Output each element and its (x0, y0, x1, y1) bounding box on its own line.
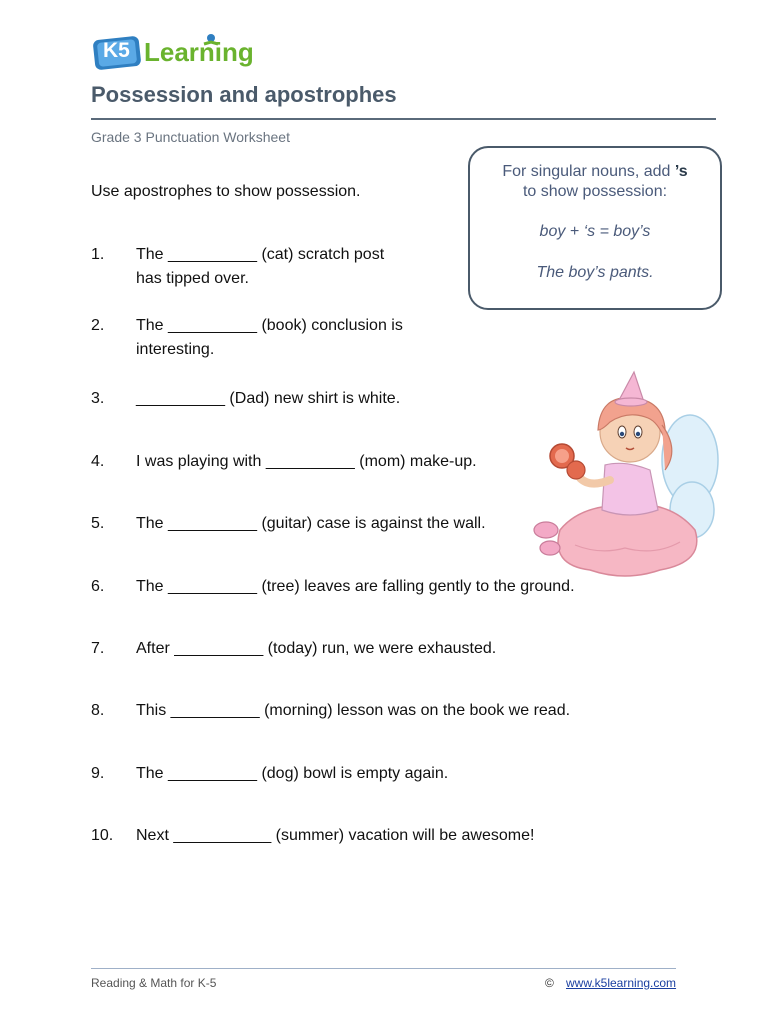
tip-rule-text (470, 162, 720, 202)
question-text: I was playing with __________ (mom) make-up. (136, 453, 477, 470)
tip-example: boy + ‘s = boy’s (539, 223, 651, 240)
fairy-illustration (530, 370, 720, 580)
question-line: has tipped over. (136, 270, 249, 287)
question-text: The __________ (dog) bowl is empty again. (136, 765, 449, 782)
tip-line1: For singular nouns, add (502, 163, 675, 180)
question-number: 4. (91, 453, 105, 470)
question-line: The __________ (cat) scratch post (136, 246, 385, 263)
logo-learning-text: Learning (144, 37, 254, 67)
question-number: 7. (91, 640, 105, 657)
question-number: 9. (91, 765, 105, 782)
question-text: Next ___________ (summer) vacation will be awesome! (136, 827, 535, 844)
copyright-symbol: © (545, 976, 554, 990)
question-number: 1. (91, 246, 105, 263)
question-number: 6. (91, 578, 105, 595)
logo-k5-text: K5 (103, 39, 130, 62)
question-number: 3. (91, 390, 105, 407)
footer-divider (91, 968, 676, 969)
title-divider (91, 118, 716, 120)
question-line: interesting. (136, 341, 215, 358)
worksheet-subtitle: Grade 3 Punctuation Worksheet (91, 129, 290, 145)
question-text: The __________ (tree) leaves are falling gently to the ground. (136, 578, 575, 595)
tip-line2: to show possession: (522, 183, 668, 200)
question-text (136, 243, 384, 291)
fairy-drawing (530, 370, 720, 580)
question-line: The __________ (book) conclusion is (136, 317, 403, 334)
question-number: 2. (91, 317, 105, 334)
question-text (136, 314, 403, 362)
tip-apostrophe-s: ’s (674, 163, 688, 180)
k5-learning-logo (92, 30, 262, 74)
question-number: 10. (91, 827, 114, 844)
question-number: 8. (91, 702, 105, 719)
question-text: This __________ (morning) lesson was on the book we read. (136, 702, 571, 719)
website-link[interactable]: www.k5learning.com (566, 976, 677, 990)
tip-example-sentence: The boy’s pants. (536, 264, 654, 281)
footer-tagline: Reading & Math for K-5 (91, 976, 217, 990)
page-title: Possession and apostrophes (91, 82, 397, 107)
question-number: 5. (91, 515, 105, 532)
instruction-text: Use apostrophes to show possession. (91, 183, 361, 200)
question-text: After __________ (today) run, we were exhausted. (136, 640, 497, 657)
tip-box (468, 146, 722, 310)
question-text: __________ (Dad) new shirt is white. (136, 390, 401, 407)
question-text: The __________ (guitar) case is against the wall. (136, 515, 486, 532)
